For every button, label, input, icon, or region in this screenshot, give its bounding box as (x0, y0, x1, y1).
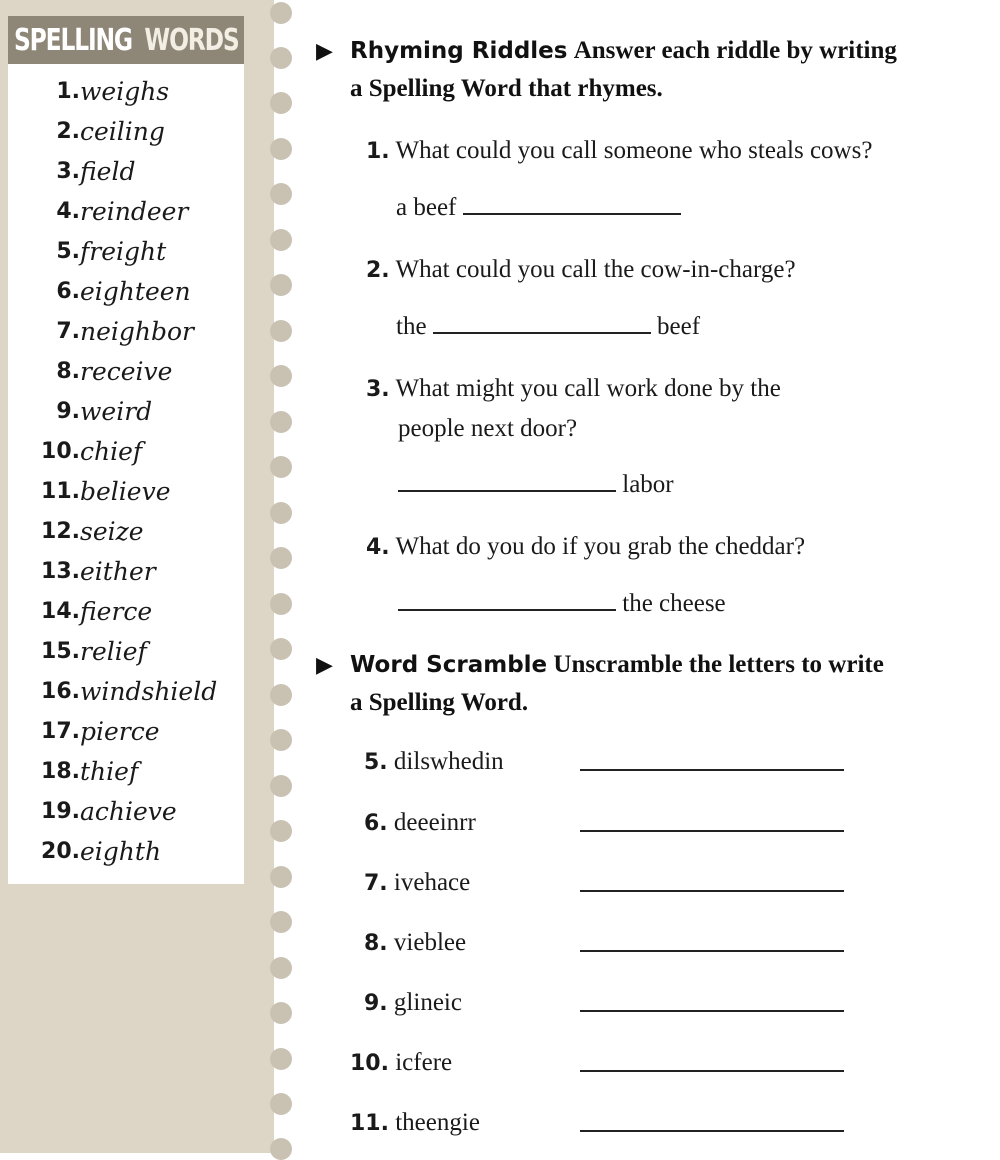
binder-hole-icon (270, 1138, 292, 1160)
list-item (8, 592, 244, 632)
answer-blank[interactable] (580, 768, 844, 771)
binder-hole-icon (270, 138, 292, 160)
list-item (8, 352, 244, 392)
word-number: 9. (56, 399, 80, 424)
item-number: 8. (364, 931, 388, 956)
word-number: 14. (41, 599, 80, 624)
scramble-item (350, 1048, 950, 1079)
answer-blank[interactable] (580, 949, 844, 952)
list-item (8, 672, 244, 712)
question-number: 3. (366, 377, 390, 402)
word-text: fierce (80, 597, 153, 626)
binder-hole-icon (270, 411, 292, 433)
binder-hole-icon (270, 1093, 292, 1115)
word-text: windshield (80, 677, 218, 706)
binder-hole-icon (270, 1002, 292, 1024)
word-number: 1. (56, 79, 80, 104)
word-number: 13. (41, 559, 80, 584)
word-text: freight (80, 237, 167, 266)
binder-hole-icon (270, 729, 292, 751)
question-number: 4. (366, 535, 390, 560)
word-number: 20. (41, 839, 80, 864)
section-title: Word Scramble (350, 652, 548, 678)
binder-hole-icon (270, 866, 292, 888)
title-spelling: SPELLING (14, 23, 132, 58)
list-item (8, 192, 244, 232)
word-text: relief (80, 637, 147, 666)
word-number: 17. (41, 719, 80, 744)
sidebar-title (14, 22, 239, 60)
list-item (8, 152, 244, 192)
scrambled-letters: deeeinrr (393, 809, 476, 836)
scramble-item (364, 868, 964, 899)
answer-blank[interactable] (580, 1009, 844, 1012)
word-text: either (80, 557, 156, 586)
list-item (8, 512, 244, 552)
list-item (8, 392, 244, 432)
scramble-item (364, 988, 964, 1019)
scramble-item (364, 808, 964, 839)
binder-hole-icon (270, 820, 292, 842)
binder-hole-icon (270, 593, 292, 615)
word-text: eighth (80, 837, 162, 866)
binder-hole-icon (270, 365, 292, 387)
title-words: WORDS (144, 23, 239, 58)
binder-hole-icon (270, 684, 292, 706)
scrambled-letters: glineic (393, 989, 462, 1016)
arrow-right-icon: ▶ (316, 652, 333, 677)
list-item (8, 832, 244, 872)
word-text: reindeer (80, 197, 189, 226)
word-text: receive (80, 357, 173, 386)
item-number: 6. (364, 811, 388, 836)
answer-blank[interactable] (398, 608, 616, 611)
answer-blank[interactable] (463, 212, 681, 215)
answer-prefix: the (396, 313, 427, 340)
word-number: 7. (56, 319, 80, 344)
word-number: 11. (41, 479, 80, 504)
binder-hole-icon (270, 92, 292, 114)
scramble-item (364, 747, 964, 778)
word-number: 18. (41, 759, 80, 784)
list-item (8, 232, 244, 272)
binder-hole-icon (270, 320, 292, 342)
binder-hole-icon (270, 274, 292, 296)
scrambled-letters: vieblee (393, 929, 467, 956)
word-text: chief (80, 437, 143, 466)
question-text: What might you call work done by the (395, 375, 781, 402)
word-text: seize (80, 517, 144, 546)
word-number: 6. (56, 279, 80, 304)
list-item (8, 552, 244, 592)
answer-suffix: beef (657, 313, 701, 340)
answer-blank[interactable] (398, 489, 616, 492)
word-number: 16. (41, 679, 80, 704)
list-item (8, 712, 244, 752)
word-number: 8. (56, 359, 80, 384)
scrambled-letters: theengie (395, 1109, 480, 1136)
list-item (8, 432, 244, 472)
answer-blank[interactable] (580, 1129, 844, 1132)
question-number: 1. (366, 139, 390, 164)
question-text: What do you do if you grab the cheddar? (395, 533, 806, 560)
scrambled-letters: dilswhedin (393, 748, 504, 775)
word-number: 15. (41, 639, 80, 664)
worksheet-content (310, 0, 1000, 1153)
list-item (8, 72, 244, 112)
word-scramble-heading (350, 646, 990, 722)
answer-blank[interactable] (580, 889, 844, 892)
word-text: weird (80, 397, 153, 426)
scramble-item (350, 1108, 950, 1139)
answer-suffix: labor (622, 471, 674, 498)
section-instruction: Answer each riddle by writing (573, 37, 897, 64)
word-number: 10. (41, 439, 80, 464)
word-text: pierce (80, 717, 160, 746)
word-text: weighs (80, 77, 170, 106)
question-text: What could you call someone who steals cows? (395, 137, 873, 164)
answer-blank[interactable] (580, 829, 844, 832)
scrambled-letters: ivehace (393, 869, 471, 896)
binder-hole-icon (270, 47, 292, 69)
question-text: What could you call the cow-in-charge? (395, 256, 796, 283)
word-text: achieve (80, 797, 177, 826)
section-instruction: Unscramble the letters to write (553, 651, 884, 678)
word-number: 4. (56, 199, 80, 224)
binder-hole-icon (270, 911, 292, 933)
word-text: ceiling (80, 117, 165, 146)
binder-hole-icon (270, 547, 292, 569)
rhyming-riddles-heading (350, 32, 990, 108)
binder-hole-icon (270, 229, 292, 251)
binder-hole-icon (270, 638, 292, 660)
answer-1 (396, 193, 681, 223)
list-item (8, 472, 244, 512)
word-number: 2. (56, 119, 80, 144)
scramble-item (364, 928, 964, 959)
item-number: 7. (364, 871, 388, 896)
section-instruction: a Spelling Word that rhymes. (350, 75, 663, 102)
question-2 (366, 250, 966, 290)
arrow-right-icon: ▶ (316, 38, 333, 63)
binder-hole-icon (270, 502, 292, 524)
answer-4 (398, 589, 726, 619)
binder-hole-icon (270, 183, 292, 205)
binder-hole-icon (270, 775, 292, 797)
list-item (8, 752, 244, 792)
question-3 (366, 369, 966, 448)
binder-hole-icon (270, 957, 292, 979)
answer-prefix: a beef (396, 194, 457, 221)
item-number: 9. (364, 991, 388, 1016)
answer-suffix: the cheese (622, 590, 726, 617)
list-item (8, 312, 244, 352)
list-item (8, 272, 244, 312)
item-number: 5. (364, 750, 388, 775)
question-1 (366, 131, 966, 171)
question-number: 2. (366, 258, 390, 283)
word-text: thief (80, 757, 139, 786)
item-number: 10. (350, 1051, 389, 1076)
scrambled-letters: icfere (395, 1049, 453, 1076)
list-item (8, 632, 244, 672)
binder-hole-icon (270, 2, 292, 24)
list-item (8, 792, 244, 832)
word-number: 5. (56, 239, 80, 264)
word-number: 19. (41, 799, 80, 824)
answer-blank[interactable] (433, 331, 651, 334)
section-title: Rhyming Riddles (350, 38, 568, 64)
notebook-spine (262, 0, 274, 1153)
word-number: 3. (56, 159, 80, 184)
word-text: believe (80, 477, 171, 506)
question-4 (366, 527, 966, 567)
list-item (8, 112, 244, 152)
item-number: 11. (350, 1111, 389, 1136)
binder-hole-icon (270, 1048, 292, 1070)
word-text: field (80, 157, 136, 186)
word-list (8, 64, 244, 884)
answer-3 (398, 470, 674, 500)
answer-blank[interactable] (580, 1069, 844, 1072)
answer-2 (396, 312, 700, 342)
word-number: 12. (41, 519, 80, 544)
binder-hole-icon (270, 456, 292, 478)
word-text: eighteen (80, 277, 191, 306)
question-text: people next door? (398, 415, 578, 442)
word-text: neighbor (80, 317, 195, 346)
section-instruction: a Spelling Word. (350, 689, 529, 716)
